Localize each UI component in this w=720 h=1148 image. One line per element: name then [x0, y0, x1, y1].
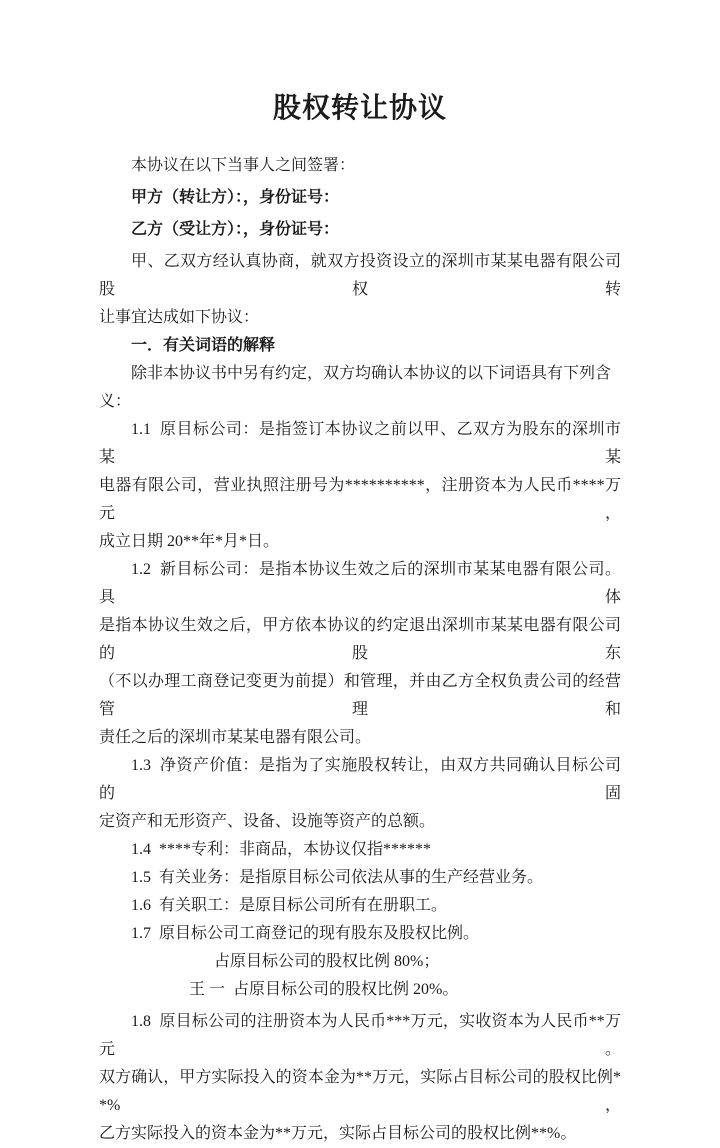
clause-1-8	[99, 1008, 621, 1148]
document-line: 本协议在以下当事人之间签署：	[131, 157, 356, 174]
clause-1-1	[99, 416, 621, 556]
document-line: 让事宜达成如下协议：	[99, 309, 260, 326]
document-line: 电器有限公司，营业执照注册号为**********，注册资本为人民币****万元，	[99, 477, 621, 522]
document-line: 1.6 有关职工：是原目标公司所有在册职工。	[131, 897, 448, 914]
document-line: 乙方实际投入的资本金为**万元，实际占目标公司的股权比例**%。	[99, 1125, 577, 1142]
document-line: （不以办理工商登记变更为前提）和管理，并由乙方全权负责公司的经营管理和	[99, 673, 621, 718]
document-line: 成立日期 20**年*月*日。	[99, 533, 280, 550]
shareholder-ratio-1	[99, 948, 621, 976]
document-line: 甲方（转让方）：，身份证号：	[131, 189, 340, 206]
document-line: 定资产和无形资产、设备、设施等资产的总额。	[99, 813, 436, 830]
document-line: 除非本协议书中另有约定，双方均确认本协议的以下词语具有下列含义：	[99, 365, 612, 410]
document-page	[0, 86, 720, 1142]
document-line: 一．有关词语的解释	[131, 337, 276, 354]
intro-signing-line	[99, 152, 621, 180]
document-line: 1.7 原目标公司工商登记的现有股东及股权比例。	[131, 925, 480, 942]
document-line: 是指本协议生效之后，甲方依本协议的约定退出深圳市某某电器有限公司的股东	[99, 617, 621, 662]
document-line: 双方确认，甲方实际投入的资本金为**万元，实际占目标公司的股权比例**%，	[99, 1069, 621, 1114]
document-line: 乙方（受让方）：，身份证号：	[131, 221, 340, 238]
document-line: 王 一 占原目标公司的股权比例 20%。	[189, 981, 459, 998]
clause-1-4	[99, 836, 621, 864]
party-b-line	[99, 216, 621, 244]
clause-1-2	[99, 556, 621, 752]
definitions-intro	[99, 360, 621, 416]
clause-1-5	[99, 864, 621, 892]
document-line: 1.5 有关业务：是指原目标公司依法从事的生产经营业务。	[131, 869, 544, 886]
party-a-line	[99, 184, 621, 212]
document-line: 甲、乙双方经认真协商，就双方投资设立的深圳市某某电器有限公司股权转	[99, 253, 621, 298]
section-1-heading	[99, 332, 621, 360]
document-body	[0, 152, 720, 1148]
clause-1-7	[99, 920, 621, 948]
clause-1-3	[99, 752, 621, 836]
shareholder-ratio-2	[99, 976, 621, 1004]
document-title: 股权转让协议	[272, 92, 447, 123]
document-line: 1.1 原目标公司：是指签订本协议之前以甲、乙双方为股东的深圳市某某	[99, 421, 621, 466]
clause-1-6	[99, 892, 621, 920]
document-line: 1.3 净资产价值：是指为了实施股权转让，由双方共同确认目标公司的固	[99, 757, 621, 802]
document-line: 1.8 原目标公司的注册资本为人民币***万元，实收资本为人民币**万元。	[99, 1013, 621, 1058]
document-line: 占原目标公司的股权比例 80%；	[214, 953, 440, 970]
preamble-paragraph	[99, 248, 621, 332]
document-line: 1.4 ****专利：非商品，本协议仅指******	[131, 841, 432, 858]
document-line: 责任之后的深圳市某某电器有限公司。	[99, 729, 372, 746]
document-line: 1.2 新目标公司：是指本协议生效之后的深圳市某某电器有限公司。具体	[99, 561, 621, 606]
